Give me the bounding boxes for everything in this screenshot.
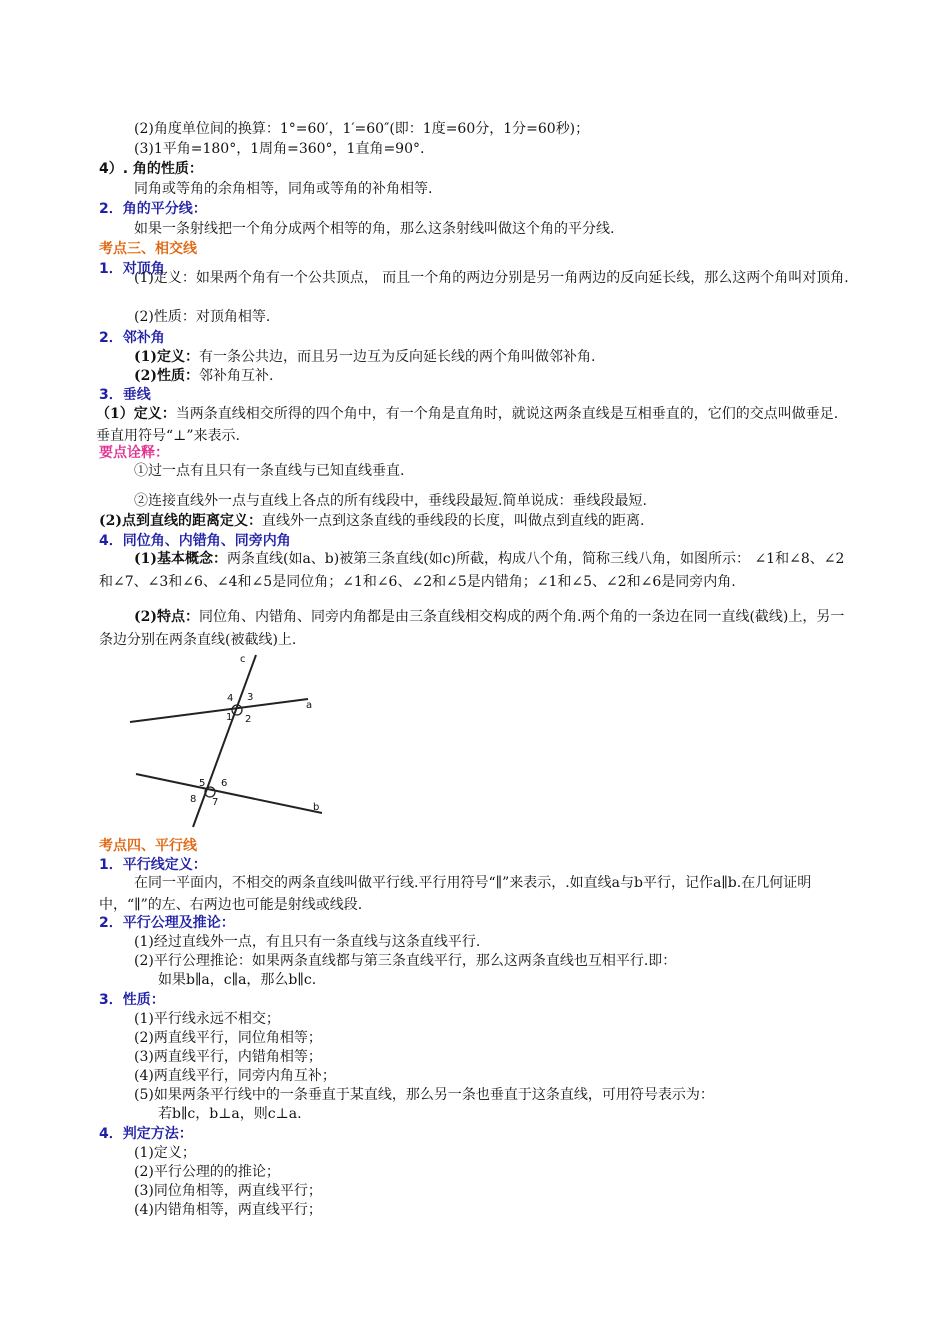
angle-property-heading: 4）. 角的性质： (99, 161, 203, 177)
angle-unit-conversion: (2)角度单位间的换算：1°=60′，1′=60″(即：1度=60分，1分=60秒)； (134, 121, 590, 137)
line-c (193, 655, 256, 827)
vertical-angles-property: (2)性质：对顶角相等. (134, 309, 271, 325)
parallel-axiom-corollary: (2)平行公理推论：如果两条直线都与第三条直线平行，那么这两条直线也互相平行.即： (134, 953, 677, 969)
label-b: b (313, 802, 320, 813)
property-item: (3)两直线平行，内错角相等； (134, 1049, 322, 1065)
key-points-heading: 要点诠释： (99, 445, 169, 461)
parallel-axiom-heading: 2．平行公理及推论： (99, 915, 235, 931)
vertical-angles-heading: 1．对顶角 (99, 261, 165, 277)
criteria-item: (1)定义； (134, 1145, 196, 1161)
angle-property-text: 同角或等角的余角相等，同角或等角的补角相等. (134, 181, 433, 197)
property-item: (5)如果两条平行线中的一条垂直于某直线，那么另一条也垂直于这条直线，可用符号表示为： (134, 1087, 714, 1103)
perpendicular-definition (96, 403, 852, 447)
angle-label-8: 8 (190, 794, 197, 805)
adjacent-angles-heading: 2．邻补角 (99, 330, 165, 346)
label: (2)特点： (134, 609, 199, 625)
point-line-distance (99, 511, 644, 531)
criteria-item: (4)内错角相等，两直线平行； (134, 1202, 322, 1218)
parallel-axiom: (1)经过直线外一点，有且只有一条直线与这条直线平行. (134, 934, 481, 950)
text: 当两条直线相交所得的四个角中，有一个角是直角时，就说这两条直线是互相垂直的，它们的交点叫做垂足.垂直用符号“⊥”来表示. (96, 406, 839, 444)
angle-label-7: 7 (212, 797, 219, 808)
angle-label-4: 4 (227, 693, 234, 704)
line-a (130, 699, 308, 722)
parallel-properties-heading: 3．性质： (99, 992, 165, 1008)
angle-label-2: 2 (245, 714, 252, 725)
vertical-angles-definition: (1)定义：如果两个角有一个公共顶点， 而且一个角的两边分别是另一角两边的反向延长线，那么这两个角叫对顶角. (134, 270, 849, 286)
property-item: (4)两直线平行，同旁内角互补； (134, 1068, 336, 1084)
label: (2)点到直线的距离定义： (99, 513, 262, 529)
three-lines-eight-angles-figure (126, 652, 330, 828)
text: 邻补角互补. (199, 368, 274, 384)
line-b (136, 774, 322, 813)
text: 直线外一点到这条直线的垂线段的长度，叫做点到直线的距离. (262, 513, 645, 529)
section-4-title: 考点四、平行线 (99, 838, 197, 854)
angle-bisector-text: 如果一条射线把一个角分成两个相等的角，那么这条射线叫做这个角的平分线. (134, 221, 615, 237)
adjacent-angles-definition (134, 347, 595, 367)
adjacent-angles-property (134, 366, 273, 386)
criteria-item: (2)平行公理的的推论； (134, 1164, 280, 1180)
parallel-definition-heading: 1．平行线定义： (99, 857, 207, 873)
property-symbolic: 若b∥c，b⊥a，则c⊥a. (158, 1106, 302, 1122)
parallel-criteria-heading: 4．判定方法： (99, 1126, 193, 1142)
perpendicular-heading: 3．垂线 (99, 387, 151, 403)
text: 两条直线(如a、b)被第三条直线(如c)所截，构成八个角，简称三线八角，如图所示： ∠1和∠8、∠2和∠7、∠3和∠6、∠4和∠5是同位角；∠1和∠6、∠2和∠5是内错角；∠1和∠5、∠2和∠6是同旁内角. (99, 551, 845, 590)
angle-label-6: 6 (221, 778, 228, 789)
angle-label-3: 3 (247, 692, 254, 703)
three-line-angles-features (99, 606, 851, 652)
label: (1)基本概念： (134, 551, 227, 567)
label: (1)定义： (134, 349, 199, 365)
property-item: (1)平行线永远不相交； (134, 1011, 280, 1027)
label: (2)性质： (134, 368, 199, 384)
angle-relations: (3)1平角=180°，1周角=360°，1直角=90°. (134, 141, 425, 157)
property-item: (2)两直线平行，同位角相等； (134, 1030, 322, 1046)
text: 同位角、内错角、同旁内角都是由三条直线相交构成的两个角.两个角的一条边在同一直线(截线)上，另一条边分别在两条直线(被截线)上. (99, 609, 845, 648)
note-2: ②连接直线外一点与直线上各点的所有线段中，垂线段最短.简单说成：垂线段最短. (134, 493, 647, 509)
note-1: ①过一点有且只有一条直线与已知直线垂直. (134, 463, 405, 479)
criteria-item: (3)同位角相等，两直线平行； (134, 1183, 322, 1199)
section-3-title: 考点三、相交线 (99, 241, 197, 257)
label-c: c (240, 654, 246, 665)
angle-label-1: 1 (226, 712, 233, 723)
angle-bisector-heading: 2．角的平分线： (99, 201, 207, 217)
text: 有一条公共边，而且另一边互为反向延长线的两个角叫做邻补角. (199, 349, 596, 365)
angle-label-5: 5 (199, 778, 206, 789)
label-a: a (306, 700, 313, 711)
label: （1）定义： (96, 406, 176, 422)
three-line-angles-heading: 4．同位角、内错角、同旁内角 (99, 533, 291, 549)
three-line-angles-basic (99, 548, 851, 594)
parallel-axiom-symbolic: 如果b∥a，c∥a，那么b∥c. (158, 972, 317, 988)
parallel-definition-text: 在同一平面内，不相交的两条直线叫做平行线.平行用符号“∥”来表示，.如直线a与b平行，记作a∥b.在几何证明中，“∥”的左、右两边也可能是射线或线段. (99, 875, 812, 913)
